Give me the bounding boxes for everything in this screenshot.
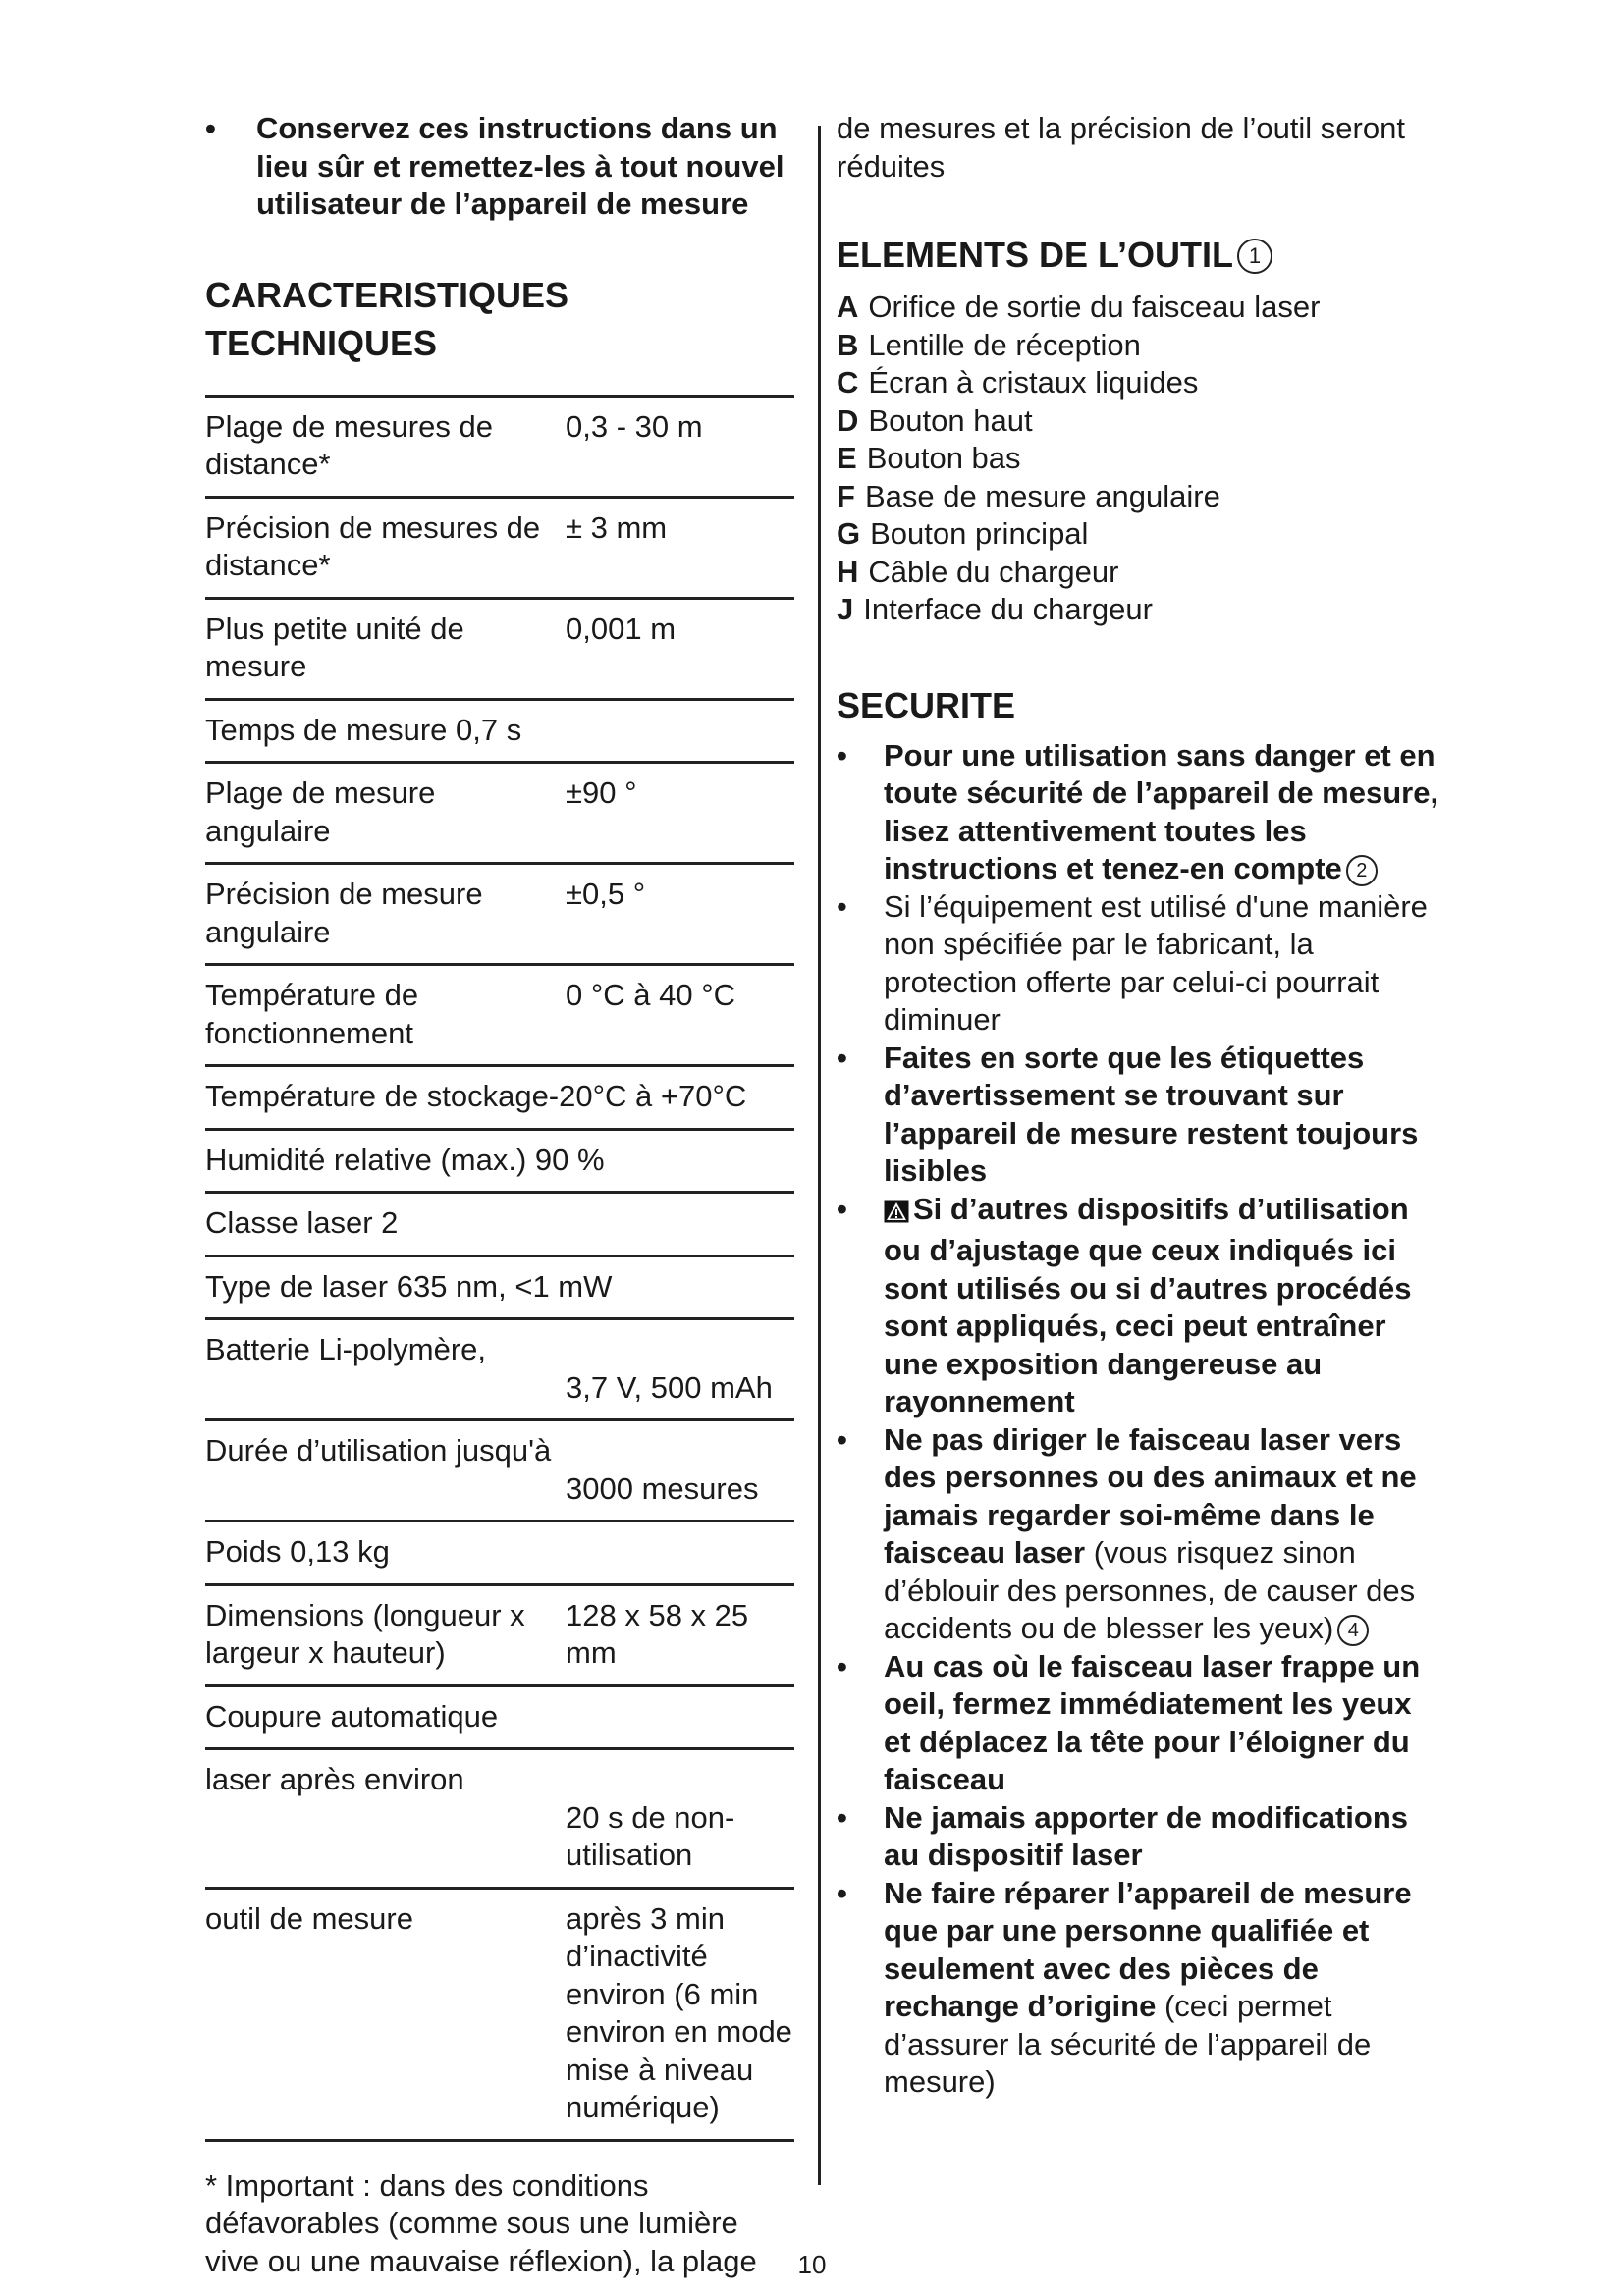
security-heading: SECURITE	[837, 684, 1016, 725]
spec-value: 128 x 58 x 25 mm	[566, 1597, 749, 1670]
element-text: Câble du chargeur	[868, 554, 1119, 589]
spec-label: Dimensions (longueur x largeur x hauteur)	[205, 1597, 525, 1670]
element-text: Bouton bas	[866, 441, 1021, 475]
figure-ref-icon: 1	[1237, 239, 1272, 274]
element-text: Orifice de sortie du faisceau laser	[868, 290, 1321, 324]
security-item: • Faites en sorte que les étiquettes d’avertissement se trouvant sur l’appareil de mesure restent toujours lisibles	[837, 1040, 1419, 1188]
spec-row	[205, 763, 794, 864]
element-letter: J	[837, 592, 854, 626]
spec-label: Précision de mesure angulaire	[205, 877, 483, 949]
element-item	[837, 515, 1445, 554]
spec-row	[205, 1066, 794, 1130]
spec-row	[205, 1888, 794, 2140]
element-text: Lentille de réception	[868, 327, 1141, 362]
spec-value: ±0,5 °	[566, 877, 646, 911]
security-item: • Ne pas diriger le faisceau laser vers des personnes ou des animaux et ne jamais regarder soi-même dans le faisceau laser (vous risquez sinon d’éblouir des personnes, de causer des accidents ou de blesser les yeux) 4	[837, 1421, 1417, 1645]
spec-value: 0,3 - 30 m	[566, 408, 703, 444]
spec-row	[205, 1319, 794, 1420]
continuation-text: de mesures et la précision de l’outil seront réduites	[837, 111, 1405, 184]
bullet-dot: •	[837, 1040, 847, 1075]
element-item	[837, 478, 1445, 516]
security-item: • Si l’équipement est utilisé d'une manière non spécifiée par le fabricant, la protection offerte par celui-ci pourrait diminuer	[837, 888, 1428, 1037]
bullet-dot: •	[837, 1421, 847, 1457]
spec-full-cell: Humidité relative (max.) 90 %	[205, 1142, 605, 1177]
spec-row	[205, 598, 794, 699]
bullet-dot: •	[837, 1875, 847, 1910]
intro-bullet	[205, 110, 794, 224]
security-item: • Si d’autres dispositifs d’utilisation ou d’ajustage que ceux indiqués ici sont utilisés ou si d’autres procédés sont appliqués, ceci peut entraîner une exposition dangereuse au rayonnement	[837, 1191, 1412, 1418]
spec-full-cell: Poids 0,13 kg	[205, 1534, 390, 1569]
element-letter: B	[837, 327, 859, 362]
element-letter: E	[837, 441, 857, 475]
specs-footnote: * Important : dans des conditions défavorables (comme sous une lumière vive ou une mauvaise réflexion), la plage	[205, 2167, 757, 2278]
laser-warning-icon	[884, 1195, 909, 1233]
spec-row	[205, 1420, 794, 1522]
spec-label: laser après environ	[205, 1762, 464, 1796]
element-item	[837, 591, 1445, 629]
spec-value: 3000 mesures	[566, 1470, 759, 1506]
spec-label: Plus petite unité de mesure	[205, 611, 464, 683]
spec-value: après 3 min d’inactivité environ (6 min environ en mode mise à niveau numérique)	[566, 1900, 792, 2124]
page-number: 10	[797, 2250, 827, 2279]
element-item	[837, 327, 1445, 365]
spec-row	[205, 1522, 794, 1585]
spec-value: ± 3 mm	[566, 509, 668, 545]
security-item: • Pour une utilisation sans danger et en toute sécurité de l’appareil de mesure, lisez attentivement toutes les instructions et tenez-en compte 2	[837, 737, 1439, 885]
spec-full-cell: Temps de mesure 0,7 s	[205, 712, 522, 747]
spec-full-cell: Coupure automatique	[205, 1698, 499, 1734]
bullet-dot: •	[837, 737, 847, 773]
figure-ref-icon: 2	[1346, 855, 1378, 886]
element-item	[837, 289, 1445, 327]
element-letter: F	[837, 478, 855, 513]
element-text: Base de mesure angulaire	[864, 478, 1220, 513]
bullet-dot: •	[837, 1648, 847, 1683]
bullet-dot: •	[837, 1191, 847, 1226]
column-divider	[818, 126, 821, 2185]
figure-ref-icon: 4	[1337, 1615, 1369, 1646]
spec-row	[205, 1129, 794, 1193]
spec-label: Durée d’utilisation jusqu'à	[205, 1433, 552, 1468]
element-item	[837, 440, 1445, 478]
spec-row	[205, 1193, 794, 1256]
element-letter: D	[837, 402, 859, 438]
spec-row	[205, 1685, 794, 1749]
spec-row	[205, 864, 794, 965]
spec-label: outil de mesure	[205, 1900, 413, 1936]
spec-label: Précision de mesures de distance*	[205, 509, 541, 582]
element-text: Interface du chargeur	[863, 592, 1153, 626]
intro-bullet-text: Conservez ces instructions dans un lieu sûr et remettez-les à tout nouvel utilisateur de l’appareil de mesure	[256, 111, 785, 221]
security-item: • Au cas où le faisceau laser frappe un oeil, fermez immédiatement les yeux et déplacez la tête pour l’éloigner du faisceau	[837, 1648, 1421, 1796]
spec-value: 20 s de non-utilisation	[566, 1799, 735, 1872]
specs-table	[205, 395, 794, 2142]
spec-label: Plage de mesures de distance*	[205, 408, 493, 481]
spec-full-cell: Type de laser 635 nm, <1 mW	[205, 1268, 613, 1304]
spec-row	[205, 1255, 794, 1319]
element-letter: A	[837, 290, 859, 324]
bullet-dot: •	[837, 888, 847, 924]
elements-heading: ELEMENTS DE L’OUTIL 1	[837, 231, 1445, 279]
spec-row	[205, 1584, 794, 1685]
specs-heading: CARACTERISTIQUES TECHNIQUES	[205, 274, 569, 363]
spec-label: Batterie Li-polymère,	[205, 1332, 487, 1366]
spec-value: 3,7 V, 500 mAh	[566, 1369, 773, 1405]
element-letter: H	[837, 554, 859, 589]
left-column	[205, 110, 794, 2280]
elements-list	[837, 289, 1445, 629]
spec-value: ±90 °	[566, 775, 637, 810]
spec-row	[205, 965, 794, 1066]
security-item: • Ne jamais apporter de modifications au dispositif laser	[837, 1799, 1409, 1872]
element-letter: G	[837, 516, 861, 551]
spec-label: Température de fonctionnement	[205, 978, 419, 1050]
spec-value: 0,001 m	[566, 611, 677, 646]
spec-row	[205, 699, 794, 763]
security-item: • Ne faire réparer l’appareil de mesure que par une personne qualifiée et seulement avec des pièces de rechange d’origine (ceci permet d’assurer la sécurité de l’appareil de mesure)	[837, 1875, 1412, 2099]
right-column	[837, 110, 1445, 2102]
element-item	[837, 364, 1445, 402]
spec-row	[205, 1749, 794, 1889]
bullet-dot: •	[205, 111, 216, 145]
security-list	[837, 737, 1445, 2102]
spec-row	[205, 396, 794, 497]
spec-row	[205, 497, 794, 598]
element-text: Bouton principal	[870, 516, 1089, 551]
bullet-dot: •	[837, 1799, 847, 1835]
spec-label: Plage de mesure angulaire	[205, 775, 436, 848]
element-text: Écran à cristaux liquides	[868, 365, 1199, 400]
spec-full-cell: Classe laser 2	[205, 1205, 399, 1240]
element-text: Bouton haut	[868, 402, 1033, 438]
element-item	[837, 554, 1445, 592]
element-item	[837, 402, 1445, 441]
spec-value: 0 °C à 40 °C	[566, 978, 735, 1012]
element-letter: C	[837, 365, 859, 400]
spec-full-cell: Température de stockage-20°C à +70°C	[205, 1079, 747, 1113]
